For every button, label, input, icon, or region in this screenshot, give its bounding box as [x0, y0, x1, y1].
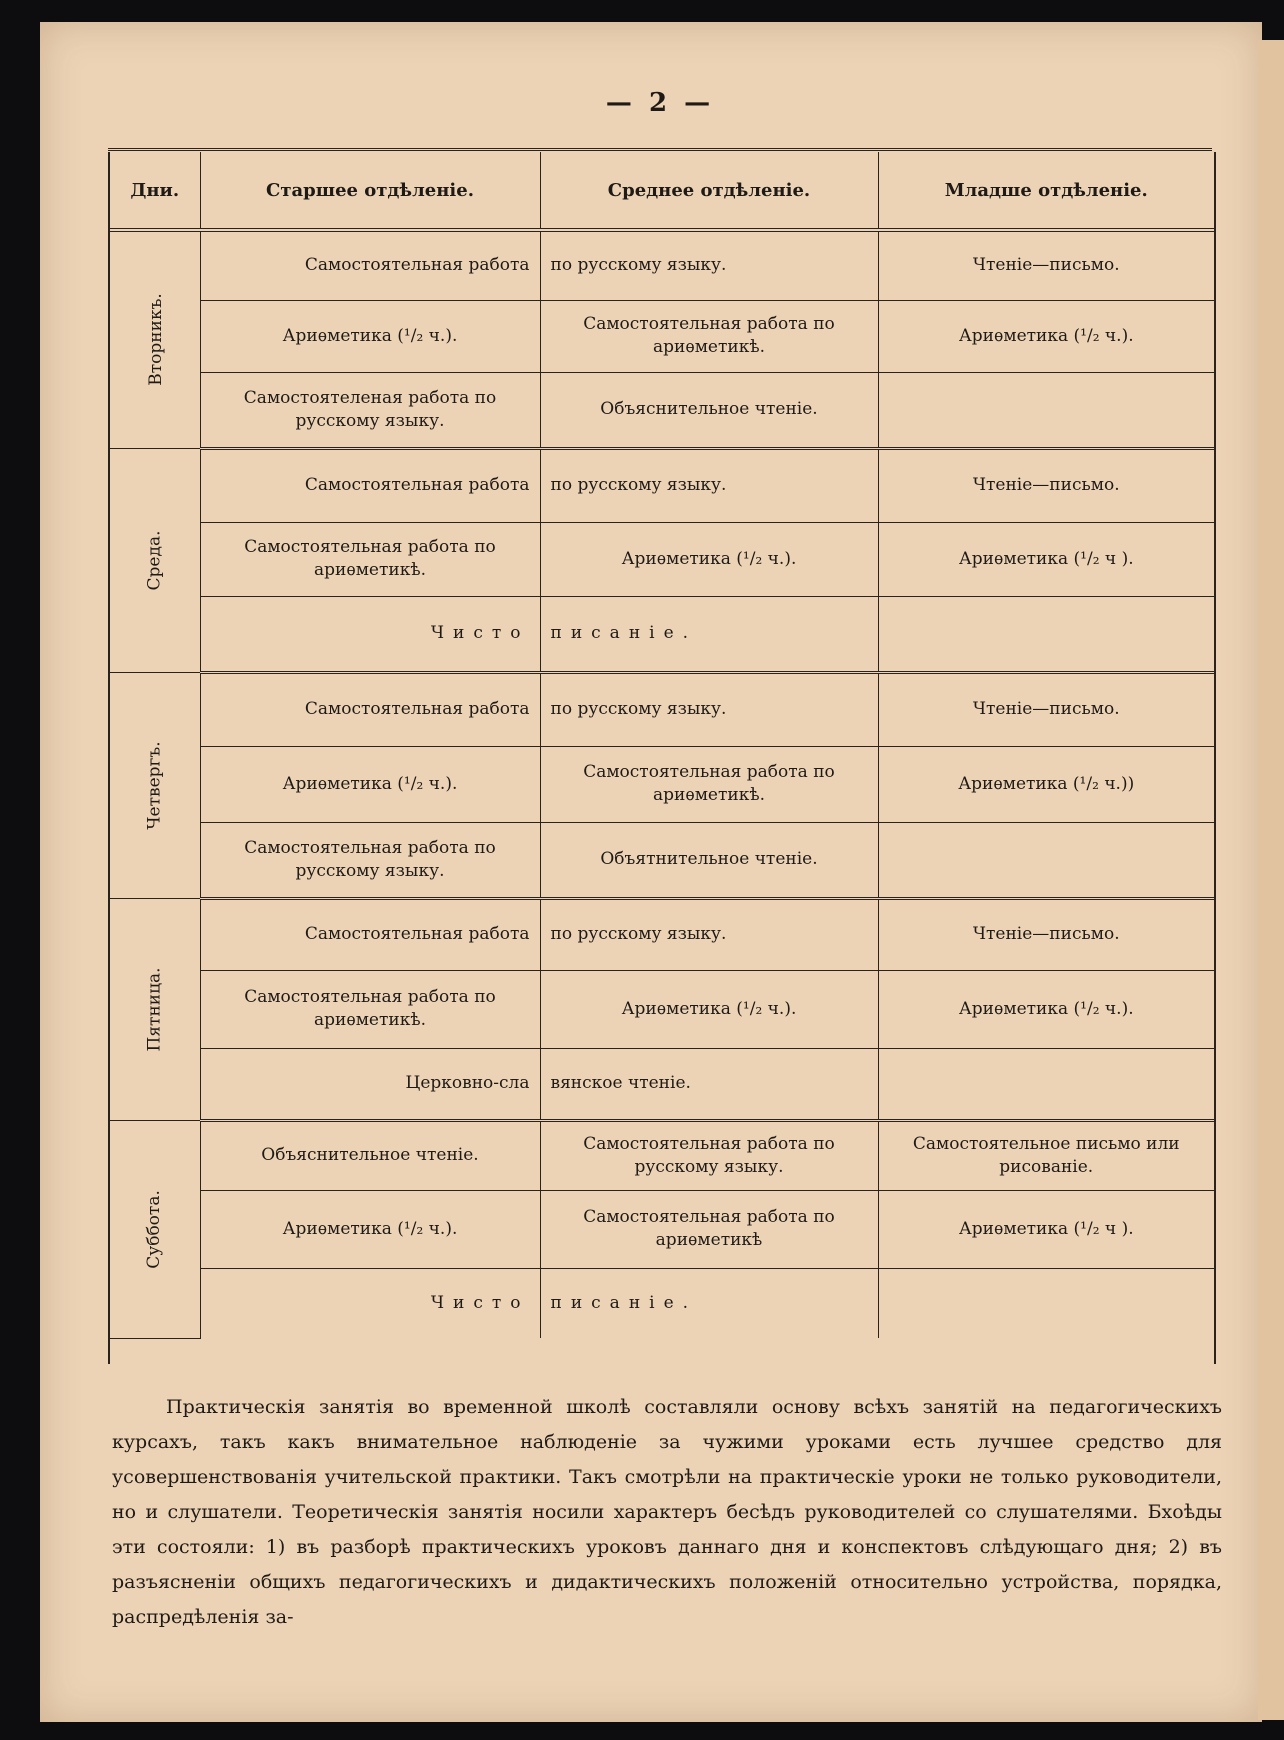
cell-senior: Самостоятельная работа по русскому языку. [200, 822, 540, 898]
header-senior: Старшее отдѣленіе. [200, 152, 540, 230]
cell-senior: Объяснительное чтеніе. [200, 1120, 540, 1190]
day-label: Четвергъ. [144, 740, 165, 830]
table-row [110, 522, 1214, 596]
cell-junior: Ариѳметика (¹/₂ ч.). [878, 970, 1214, 1048]
table-row [110, 1048, 1214, 1120]
table-row [110, 300, 1214, 372]
cell-senior: Ариѳметика (¹/₂ ч.). [200, 746, 540, 822]
body-text [112, 1390, 1222, 1635]
cell-middle: писаніе. [540, 596, 878, 672]
cell-middle: Самостоятельная работа по русскому языку. [540, 1120, 878, 1190]
cell-senior: Самостоятельная работа [200, 230, 540, 300]
cell-senior: Чисто [200, 596, 540, 672]
cell-middle: Ариѳметика (¹/₂ ч.). [540, 522, 878, 596]
day-cell-saturday [110, 1120, 200, 1338]
cell-junior: Ариѳметика (¹/₂ ч.)) [878, 746, 1214, 822]
table-row [110, 230, 1214, 300]
adjacent-page-edge [1258, 40, 1284, 1720]
table-row [110, 822, 1214, 898]
cell-middle: Самостоятельная работа по ариѳметикѣ [540, 1190, 878, 1268]
header-junior: Младше отдѣленіе. [878, 152, 1214, 230]
cell-middle: Самостоятельная работа по ариѳметикѣ. [540, 300, 878, 372]
table-row [110, 672, 1214, 746]
cell-junior: Ариѳметика (¹/₂ ч ). [878, 1190, 1214, 1268]
cell-senior: Самостоятельная работа по ариѳметикѣ. [200, 522, 540, 596]
cell-senior: Самостоятельная работа [200, 898, 540, 970]
cell-junior: Чтеніе—письмо. [878, 898, 1214, 970]
day-label: Вторникъ. [145, 293, 166, 387]
cell-middle: по русскому языку. [540, 448, 878, 522]
cell-junior [878, 372, 1214, 448]
cell-middle: Объяснительное чтеніе. [540, 372, 878, 448]
table-row [110, 1120, 1214, 1190]
cell-middle: Самостоятельная работа по ариѳметикѣ. [540, 746, 878, 822]
cell-junior [878, 1268, 1214, 1338]
cell-junior [878, 1048, 1214, 1120]
header-middle: Среднее отдѣленіе. [540, 152, 878, 230]
table-row [110, 746, 1214, 822]
cell-senior: Самостоятельная работа по ариѳметикѣ. [200, 970, 540, 1048]
cell-middle: Объятнительное чтеніе. [540, 822, 878, 898]
cell-senior: Чисто [200, 1268, 540, 1338]
cell-senior: Ариѳметика (¹/₂ ч.). [200, 1190, 540, 1268]
cell-middle: писаніе. [540, 1268, 878, 1338]
table-top-rule [108, 148, 1212, 151]
cell-middle: по русскому языку. [540, 898, 878, 970]
table-row [110, 1268, 1214, 1338]
day-cell-tuesday [110, 230, 200, 448]
table-row [110, 596, 1214, 672]
cell-junior: Чтеніе—письмо. [878, 230, 1214, 300]
day-cell-wednesday [110, 448, 200, 672]
paragraph: Практическія занятія во временной школѣ составляли основу всѣхъ занятій на педагогическихъ курсахъ, такъ какъ внимательное наблюденіе за чужими уроками есть лучшее средство для усовершенствованія учительской практики. Такъ смотрѣли на практическіе уроки не только руководители, но и слушатели. Теоретическія занятія носили характеръ бесѣдъ руководителей со слушателями. Бхоѣды эти состояли: 1) въ разборѣ практическихъ уроковъ даннаго дня и конспектовъ слѣдующаго дня; 2) въ разъясненіи общихъ педагогическихъ и дидактическихъ положеній относительно устройства, порядка, распредѣленія за- [112, 1396, 1222, 1628]
cell-senior: Самостоятельная работа [200, 672, 540, 746]
cell-middle: вянское чтеніе. [540, 1048, 878, 1120]
cell-junior: Чтеніе—письмо. [878, 672, 1214, 746]
header-days: Дни. [110, 152, 200, 230]
table-row [110, 1190, 1214, 1268]
header-row [110, 152, 1214, 230]
cell-junior: Ариѳметика (¹/₂ ч ). [878, 522, 1214, 596]
schedule-table [108, 152, 1216, 1364]
cell-senior: Самостоятельная работа [200, 448, 540, 522]
cell-senior: Ариѳметика (¹/₂ ч.). [200, 300, 540, 372]
day-label: Среда. [144, 530, 165, 590]
cell-middle: по русскому языку. [540, 672, 878, 746]
table-row [110, 372, 1214, 448]
cell-middle: Ариѳметика (¹/₂ ч.). [540, 970, 878, 1048]
cell-middle: по русскому языку. [540, 230, 878, 300]
cell-junior: Чтеніе—письмо. [878, 448, 1214, 522]
cell-senior: Церковно-сла [200, 1048, 540, 1120]
cell-junior: Ариѳметика (¹/₂ ч.). [878, 300, 1214, 372]
cell-senior: Самостоятеленая работа по русскому языку. [200, 372, 540, 448]
day-cell-thursday [110, 672, 200, 898]
table-row [110, 970, 1214, 1048]
cell-junior [878, 596, 1214, 672]
day-label: Пятница. [144, 966, 165, 1052]
cell-junior [878, 822, 1214, 898]
cell-junior: Самостоятельное письмо или рисованіе. [878, 1120, 1214, 1190]
table-row [110, 448, 1214, 522]
page-number: — 2 — [605, 88, 715, 118]
day-cell-friday [110, 898, 200, 1120]
table-row [110, 898, 1214, 970]
day-label: Суббота. [144, 1189, 165, 1269]
